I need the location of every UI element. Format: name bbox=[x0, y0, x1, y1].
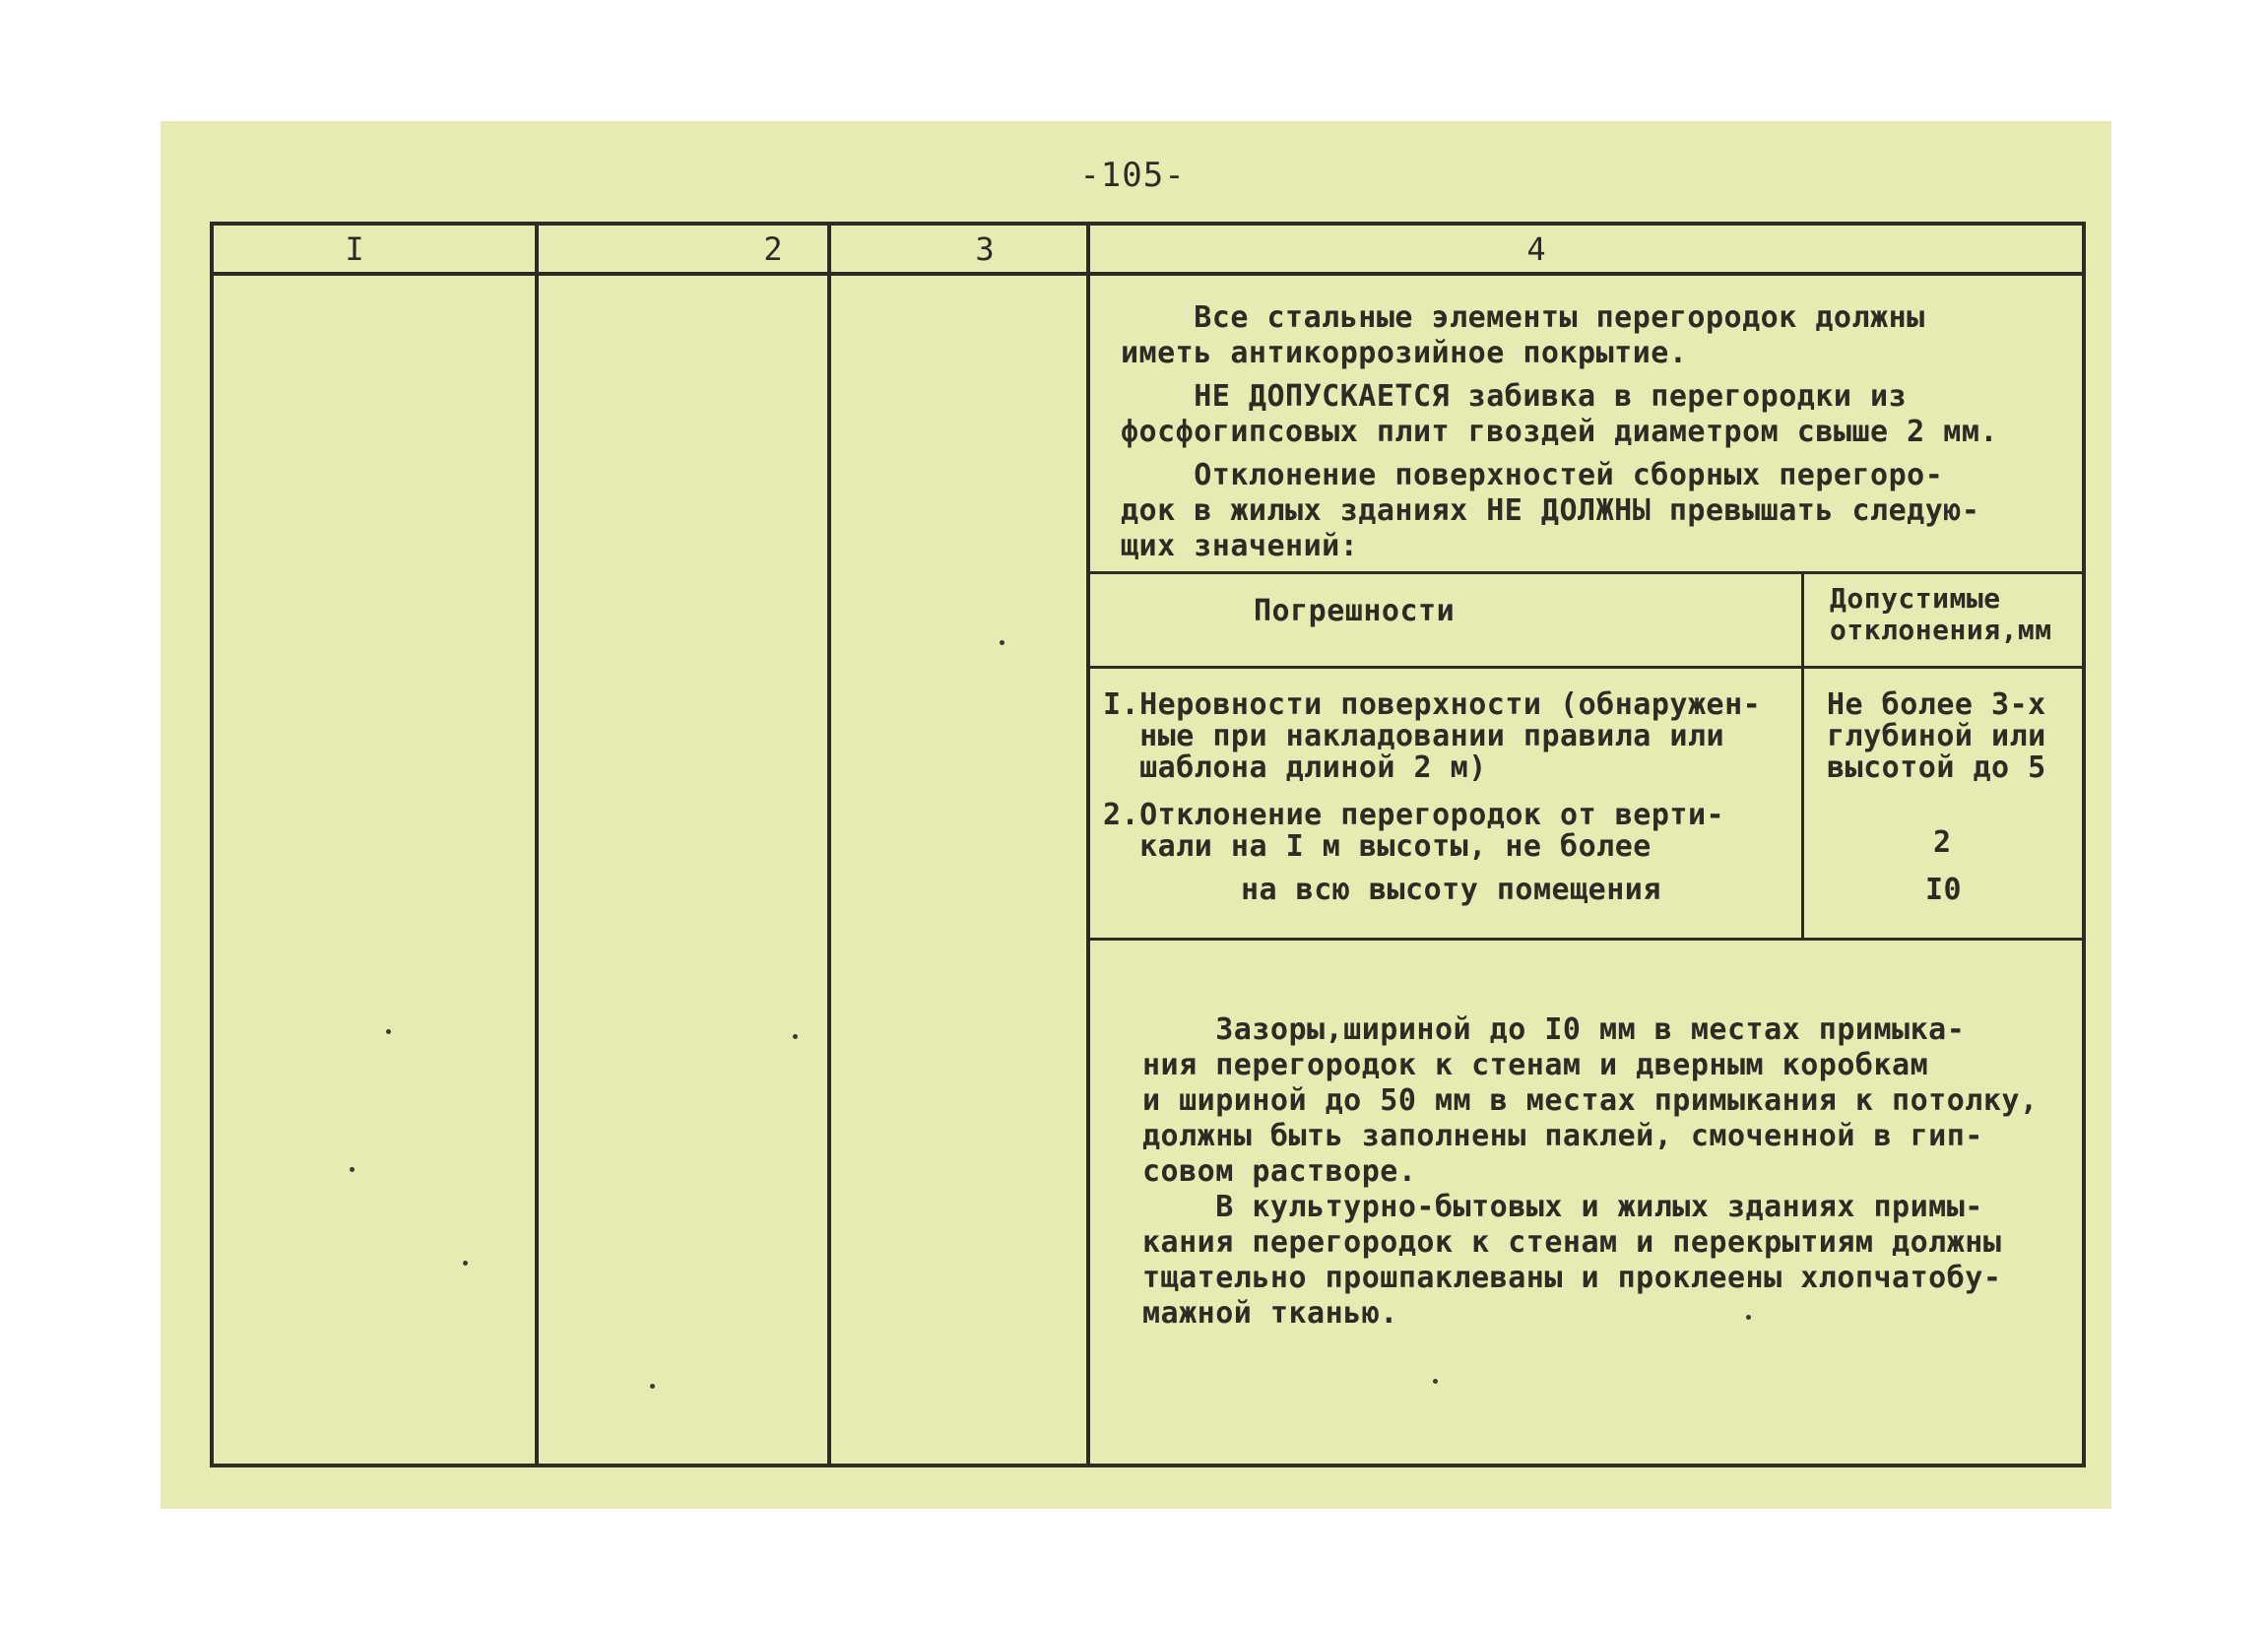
paragraph-joints: В культурно-бытовых и жилых зданиях примы- кания перегородок к стенам и перекрытиям должны тщательно прошпаклеваны и проклеены хлопчатобу- мажной тканью. bbox=[1142, 1190, 2002, 1331]
scan-speck bbox=[793, 1034, 798, 1039]
tolerance-header-allowed: Допустимые отклонения,мм bbox=[1830, 582, 2052, 646]
column-header-4: 4 bbox=[1526, 230, 1546, 268]
tolerance-row-2-item: 2.Отклонение перегородок от верти- кали на I м высоты, не более bbox=[1103, 798, 1725, 864]
scan-speck bbox=[650, 1384, 655, 1389]
tolerance-row-3-item: на всю высоту помещения bbox=[1241, 873, 1661, 907]
column-divider-1 bbox=[535, 222, 539, 1467]
paragraph-nails-prohibited: НЕ ДОПУСКАЕТСЯ забивка в перегородки из фосфогипсовых плит гвоздей диаметром свыше 2 мм. bbox=[1121, 379, 1998, 449]
paragraph-gaps: Зазоры,шириной до I0 мм в местах примыка- ния перегородок к стенам и дверным коробкам и шириной до 50 мм в местах примыкания к потолку, должны быть заполнены паклей, смоченной в гип- совом растворе. bbox=[1142, 1012, 2039, 1189]
tolerance-table-column-divider bbox=[1801, 571, 1804, 940]
column-header-1: I bbox=[345, 230, 364, 268]
scan-speck bbox=[386, 1029, 391, 1034]
tolerance-row-1-item: I.Неровности поверхности (обнаружен- ные при накладовании правила или шаблона длиной 2 м) bbox=[1103, 687, 1762, 785]
paragraph-anticorrosion: Все стальные элементы перегородок должны иметь антикоррозийное покрытие. bbox=[1121, 300, 1925, 370]
tolerance-row-1-value: Не более 3-х глубиной или высотой до 5 bbox=[1827, 687, 2046, 785]
column-divider-3 bbox=[1086, 222, 1090, 1467]
page-number: -105- bbox=[1079, 156, 1186, 195]
scan-speck bbox=[350, 1167, 355, 1172]
tolerance-table-header-divider bbox=[1086, 666, 2086, 669]
scan-speck bbox=[1746, 1315, 1751, 1320]
column-header-2: 2 bbox=[763, 230, 783, 268]
tolerance-row-3-value: I0 bbox=[1925, 873, 1963, 907]
paragraph-deviation-intro: Отклонение поверхностей сборных перегоро- док в жилых зданиях НЕ ДОЛЖНЫ превышать следую- щих значений: bbox=[1121, 458, 1980, 563]
scan-speck bbox=[463, 1261, 468, 1266]
tolerance-row-2-value: 2 bbox=[1933, 825, 1952, 860]
scan-speck bbox=[1000, 640, 1004, 645]
tolerance-table-bottom bbox=[1086, 938, 2086, 941]
column-header-3: 3 bbox=[975, 230, 995, 268]
tolerance-table-top bbox=[1086, 571, 2086, 574]
column-divider-2 bbox=[827, 222, 831, 1467]
scan-speck bbox=[1433, 1379, 1438, 1384]
header-divider bbox=[210, 272, 2086, 276]
tolerance-header-errors: Погрешности bbox=[1254, 594, 1456, 628]
